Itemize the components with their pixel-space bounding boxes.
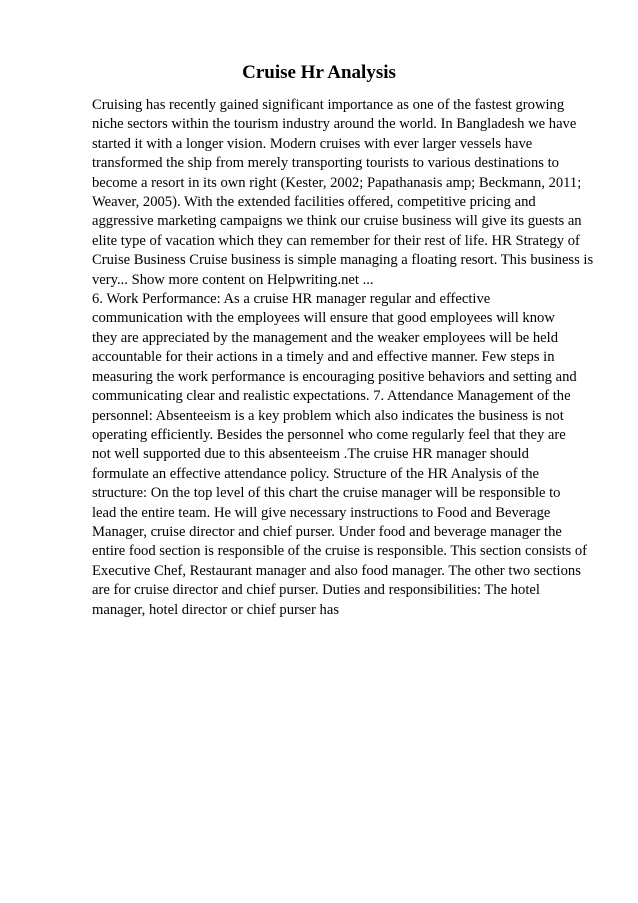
body-line: transformed the ship from merely transporting tourists to various destinations to <box>92 155 559 172</box>
body-line: measuring the work performance is encouraging positive behaviors and setting and <box>92 368 577 385</box>
document-body <box>92 96 602 620</box>
show-more-line: very... Show more content on Helpwriting.net ... <box>92 271 374 288</box>
body-line: they are appreciated by the management and the weaker employees will be held <box>92 329 558 346</box>
body-line: Cruising has recently gained significant importance as one of the fastest growing <box>92 97 565 113</box>
body-line: started it with a longer vision. Modern cruises with ever larger vessels have <box>92 135 533 152</box>
body-line: aggressive marketing campaigns we think our cruise business will give its guests an <box>92 213 582 230</box>
body-line: Weaver, 2005). With the extended facilities offered, competitive pricing and <box>92 194 536 211</box>
body-line: communicating clear and realistic expectations. 7. Attendance Management of the <box>92 388 571 405</box>
body-line: accountable for their actions in a timely and and effective manner. Few steps in <box>92 349 555 366</box>
body-line: entire food section is responsible of the cruise is responsible. This section consists of <box>92 543 588 560</box>
body-line: personnel: Absenteeism is a key problem which also indicates the business is not <box>92 407 564 424</box>
body-line: Executive Chef, Restaurant manager and also food manager. The other two sections <box>92 562 581 579</box>
body-line: lead the entire team. He will give necessary instructions to Food and Beverage <box>92 504 551 521</box>
body-line: formulate an effective attendance policy. Structure of the HR Analysis of the <box>92 465 539 482</box>
body-line: Manager, cruise director and chief purser. Under food and beverage manager the <box>92 523 562 540</box>
body-line: become a resort in its own right (Kester, 2002; Papathanasis amp; Beckmann, 2011; <box>92 174 582 191</box>
body-line: manager, hotel director or chief purser has <box>92 601 339 618</box>
body-line: operating efficiently. Besides the personnel who come regularly feel that they are <box>92 426 566 443</box>
body-line: not well supported due to this absenteeism .The cruise HR manager should <box>92 446 529 463</box>
body-line: communication with the employees will ensure that good employees will know <box>92 310 555 327</box>
document-title: Cruise Hr Analysis <box>242 62 396 83</box>
body-line: structure: On the top level of this chart the cruise manager will be responsible to <box>92 485 561 502</box>
body-line: 6. Work Performance: As a cruise HR manager regular and effective <box>92 291 491 308</box>
body-line: are for cruise director and chief purser. Duties and responsibilities: The hotel <box>92 582 540 599</box>
body-line: elite type of vacation which they can remember for their rest of life. HR Strategy of <box>92 232 580 249</box>
body-line: niche sectors within the tourism industry around the world. In Bangladesh we have <box>92 116 577 133</box>
body-line: Cruise Business Cruise business is simple managing a floating resort. This business is <box>92 252 594 269</box>
